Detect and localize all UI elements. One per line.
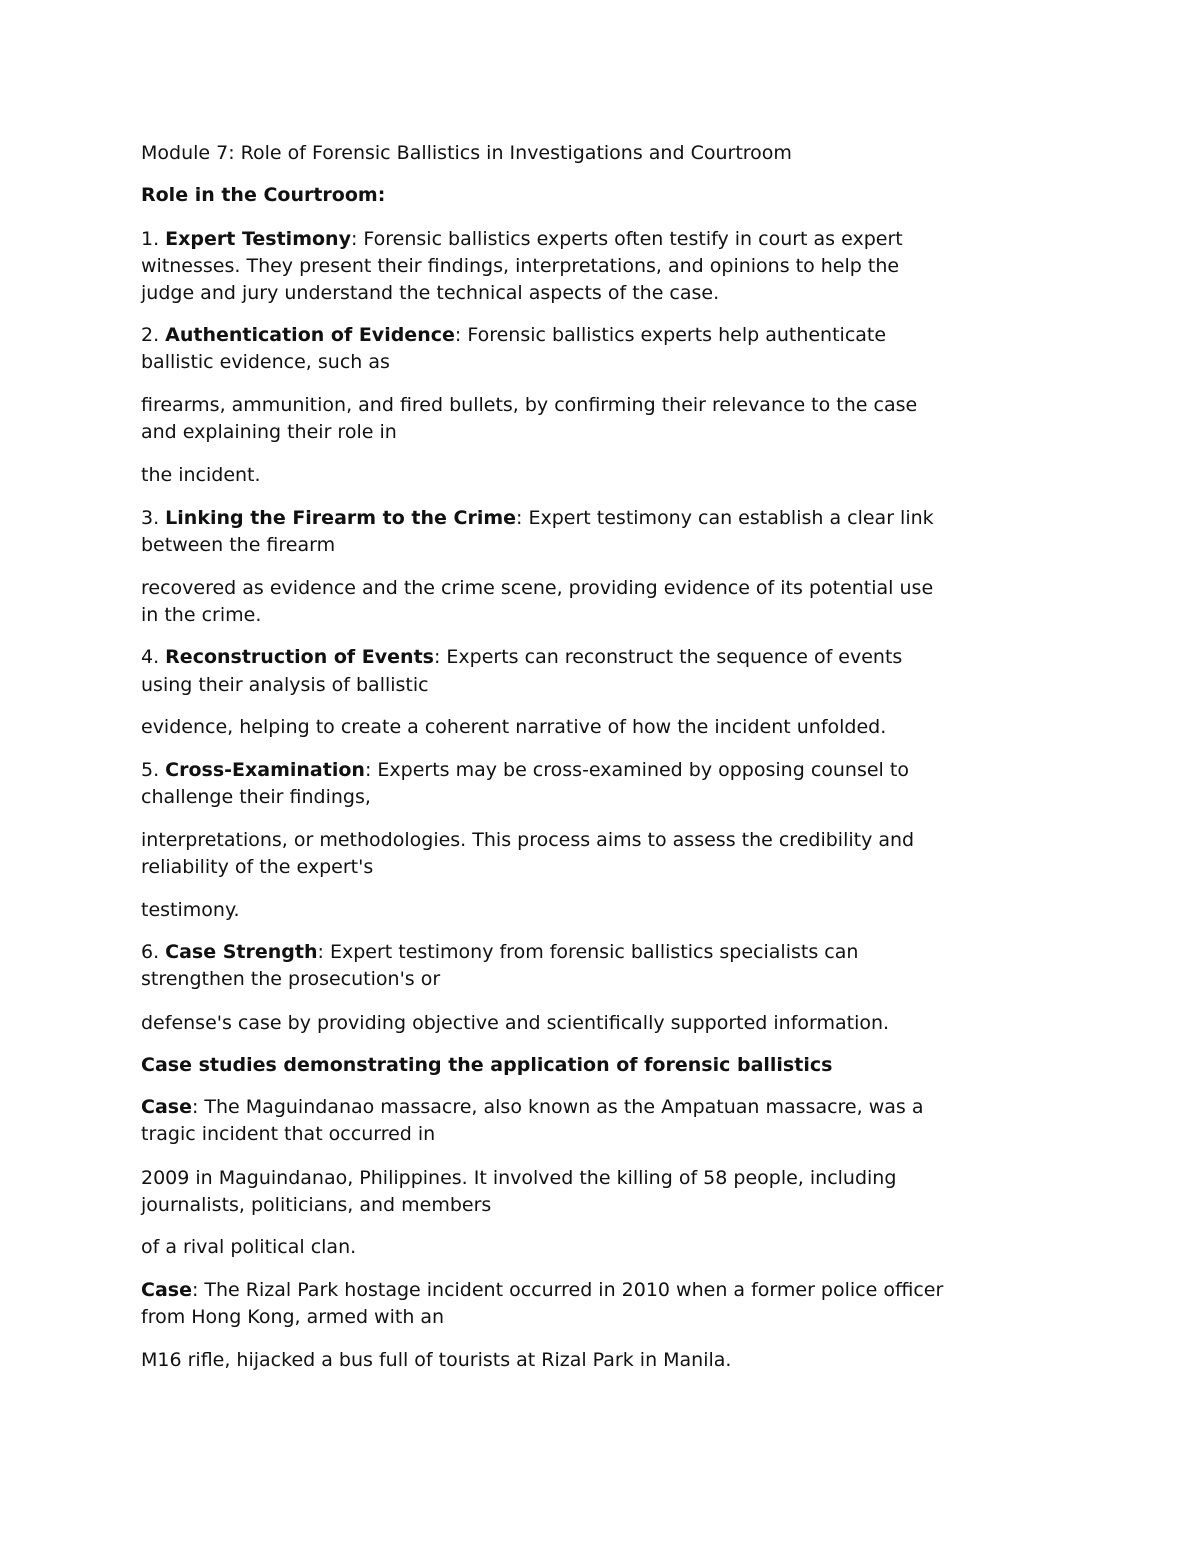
section-heading-case-studies: Case studies demonstrating the application of forensic ballistics — [141, 1054, 833, 1076]
item-4-term: Reconstruction of Events — [165, 646, 434, 668]
item-1-line-2: witnesses. They present their findings, interpretations, and opinions to help the — [141, 255, 900, 277]
case-1-line-4: journalists, politicians, and members — [141, 1194, 492, 1216]
item-2-term: Authentication of Evidence — [165, 324, 455, 346]
case-2-label: Case — [141, 1279, 192, 1301]
item-2-line-4: and explaining their role in — [141, 421, 397, 443]
item-5-line-3: interpretations, or methodologies. This process aims to assess the credibility and — [141, 829, 915, 851]
item-3-line-1: 3. Linking the Firearm to the Crime: Expert testimony can establish a clear link — [141, 507, 934, 529]
case-2-line-2: from Hong Kong, armed with an — [141, 1306, 445, 1328]
item-6-line-1: 6. Case Strength: Expert testimony from forensic ballistics specialists can — [141, 941, 859, 963]
item-6-line-3: defense's case by providing objective and scientifically supported information. — [141, 1012, 890, 1034]
item-5-term: Cross-Examination — [165, 759, 365, 781]
item-4-line-1: 4. Reconstruction of Events: Experts can reconstruct the sequence of events — [141, 646, 903, 668]
case-2-line-1: Case: The Rizal Park hostage incident occurred in 2010 when a former police officer — [141, 1279, 944, 1301]
document-title: Module 7: Role of Forensic Ballistics in Investigations and Courtroom — [141, 142, 792, 164]
item-2-line-3: firearms, ammunition, and fired bullets, by confirming their relevance to the case — [141, 394, 918, 416]
case-1-line-5: of a rival political clan. — [141, 1236, 357, 1258]
item-6-term: Case Strength — [165, 941, 318, 963]
item-2-line-1: 2. Authentication of Evidence: Forensic ballistics experts help authenticate — [141, 324, 887, 346]
item-5-line-4: reliability of the expert's — [141, 856, 374, 878]
item-1-line-1: 1. Expert Testimony: Forensic ballistics experts often testify in court as expert — [141, 228, 903, 250]
item-2-line-5: the incident. — [141, 464, 261, 486]
item-3-line-3: recovered as evidence and the crime scene, providing evidence of its potential use — [141, 577, 934, 599]
item-1-term: Expert Testimony — [165, 228, 351, 250]
item-3-line-2: between the firearm — [141, 534, 336, 556]
item-4-line-2: using their analysis of ballistic — [141, 674, 429, 696]
section-heading-courtroom: Role in the Courtroom: — [141, 184, 386, 206]
item-2-line-2: ballistic evidence, such as — [141, 351, 390, 373]
case-1-line-3: 2009 in Maguindanao, Philippines. It involved the killing of 58 people, including — [141, 1167, 897, 1189]
item-3-term: Linking the Firearm to the Crime — [165, 507, 517, 529]
item-3-line-4: in the crime. — [141, 604, 262, 626]
item-5-line-2: challenge their findings, — [141, 786, 371, 808]
case-1-line-1: Case: The Maguindanao massacre, also known as the Ampatuan massacre, was a — [141, 1096, 924, 1118]
item-6-line-2: strengthen the prosecution's or — [141, 968, 441, 990]
case-2-line-3: M16 rifle, hijacked a bus full of tourists at Rizal Park in Manila. — [141, 1349, 732, 1371]
item-5-line-5: testimony. — [141, 899, 240, 921]
case-1-label: Case — [141, 1096, 192, 1118]
item-1-line-3: judge and jury understand the technical aspects of the case. — [141, 282, 720, 304]
case-1-line-2: tragic incident that occurred in — [141, 1123, 436, 1145]
item-4-line-3: evidence, helping to create a coherent narrative of how the incident unfolded. — [141, 716, 887, 738]
item-5-line-1: 5. Cross-Examination: Experts may be cross-examined by opposing counsel to — [141, 759, 909, 781]
